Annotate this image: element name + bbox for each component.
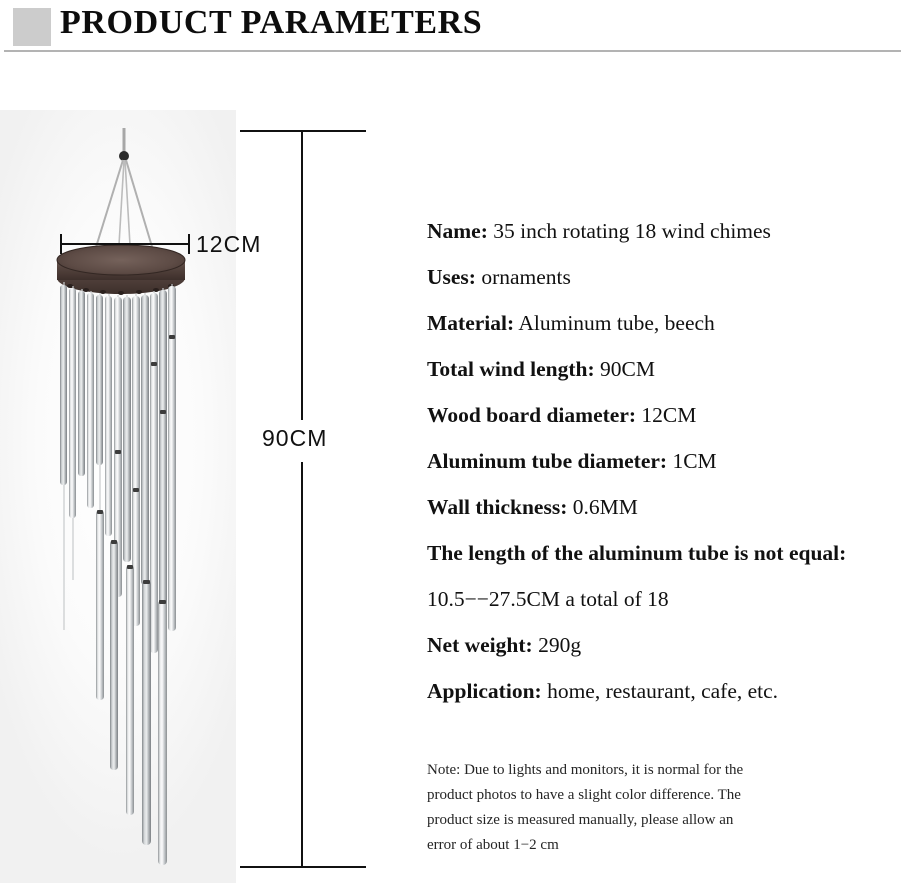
specification-list: [427, 208, 897, 714]
height-dimension-tick-bottom: [240, 866, 366, 868]
spec-line: [427, 254, 897, 300]
spec-line: [427, 530, 897, 576]
spec-value: 0.6MM: [567, 495, 638, 519]
spec-value: 35 inch rotating 18 wind chimes: [487, 219, 771, 243]
spec-value: 12CM: [636, 403, 697, 427]
spec-value: 290g: [532, 633, 582, 657]
width-dimension-tick-left: [60, 234, 62, 254]
wind-chime-illustration: [0, 110, 236, 883]
spec-line: [427, 300, 897, 346]
note-line: Note: Due to lights and monitors, it is normal for the: [427, 762, 744, 778]
spec-value: Aluminum tube, beech: [514, 311, 715, 335]
height-dimension-line-lower: [301, 462, 303, 867]
spec-line: [427, 438, 897, 484]
spec-key: Wall thickness:: [427, 495, 568, 519]
spec-key: Material:: [427, 311, 515, 335]
spec-value: 90CM: [594, 357, 656, 381]
spec-line: [427, 622, 897, 668]
spec-line: [427, 576, 897, 622]
note-line: error of about 1−2 cm: [427, 837, 559, 853]
height-dimension-label: 90CM: [262, 425, 328, 451]
header-accent-square: [13, 8, 51, 46]
spec-key: Total wind length:: [427, 357, 595, 381]
header-divider: [4, 50, 901, 52]
spec-value: 10.5−−27.5CM a total of 18: [427, 587, 669, 611]
spec-key: Uses:: [427, 265, 476, 289]
spec-line: [427, 346, 897, 392]
note-line: product photos to have a slight color difference. The: [427, 787, 741, 803]
width-dimension-label: 12CM: [196, 231, 262, 257]
spec-value: ornaments: [475, 265, 571, 289]
spec-key: Wood board diameter:: [427, 403, 637, 427]
spec-value: 1CM: [667, 449, 717, 473]
spec-line: [427, 208, 897, 254]
spec-key: Net weight:: [427, 633, 533, 657]
spec-line: [427, 392, 897, 438]
spec-key: Application:: [427, 679, 542, 703]
width-dimension-line: [60, 243, 190, 245]
width-dimension-tick-right: [188, 234, 190, 254]
spec-line: [427, 668, 897, 714]
spec-line: [427, 484, 897, 530]
note-line: product size is measured manually, please allow an: [427, 812, 734, 828]
height-dimension-tick-top: [240, 130, 366, 132]
spec-key: Aluminum tube diameter:: [427, 449, 668, 473]
spec-key: Name:: [427, 219, 488, 243]
height-dimension-line-upper: [301, 131, 303, 420]
page-title: PRODUCT PARAMETERS: [60, 4, 483, 41]
spec-value: home, restaurant, cafe, etc.: [541, 679, 779, 703]
page-header: [0, 0, 909, 52]
disclaimer-note: [427, 758, 857, 858]
spec-key: The length of the aluminum tube is not equal:: [427, 541, 847, 565]
product-photo: [0, 110, 236, 883]
